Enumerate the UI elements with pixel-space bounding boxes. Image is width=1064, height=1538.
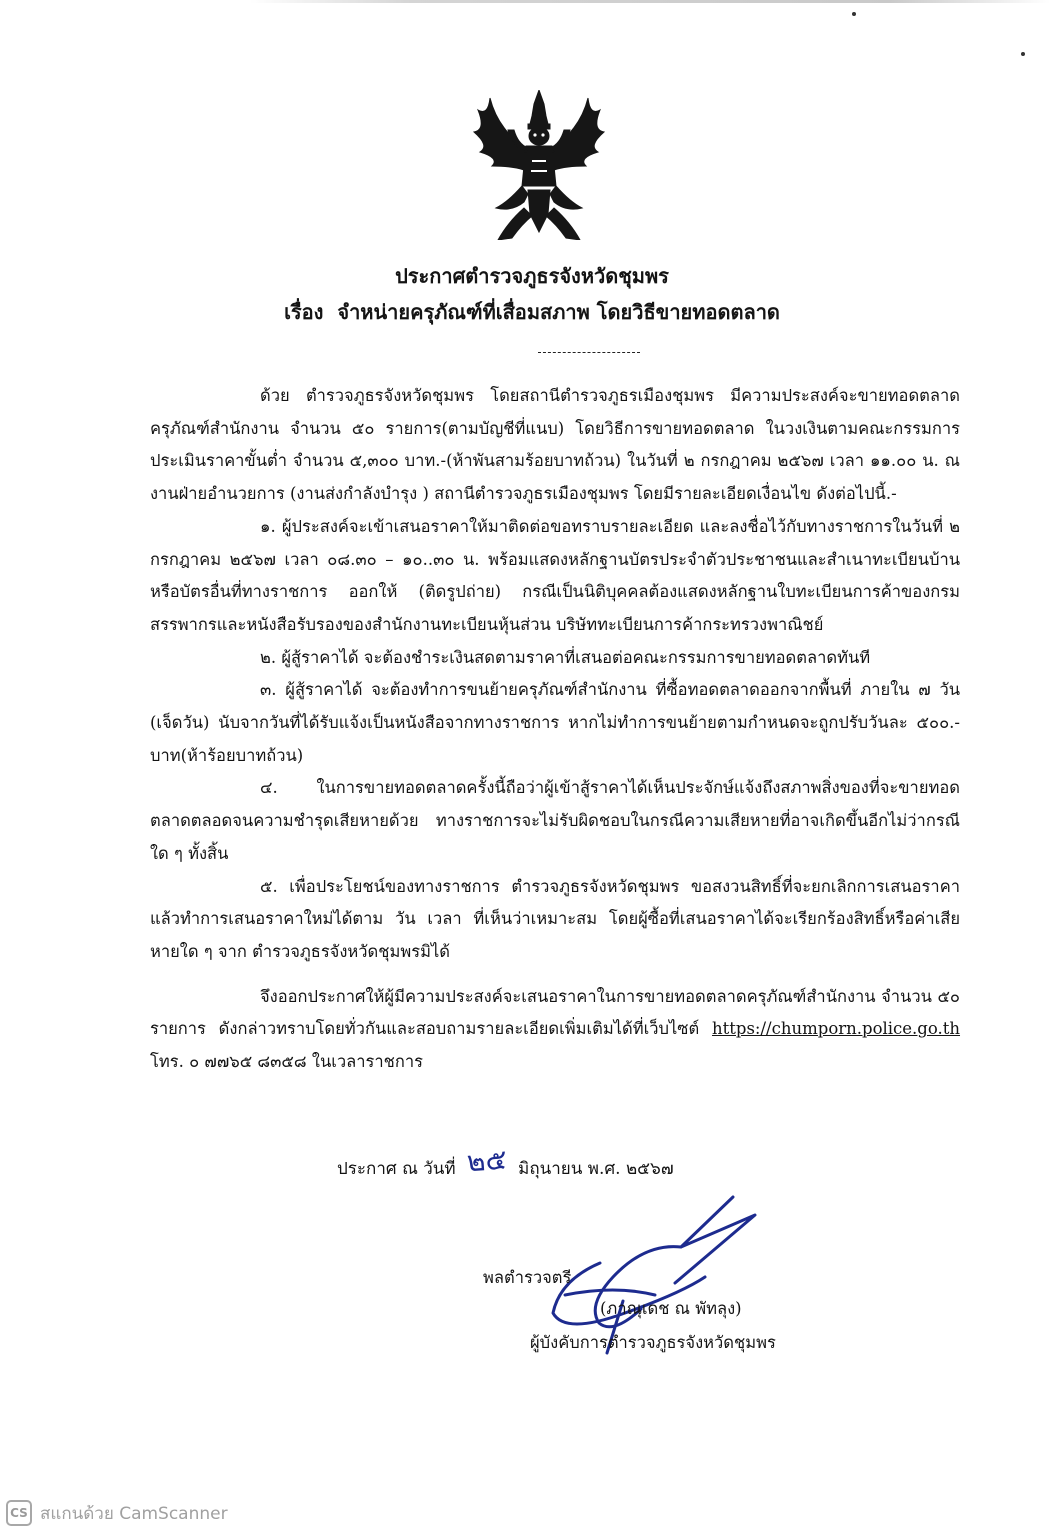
scan-speck	[1021, 52, 1025, 56]
closing-paragraph	[150, 981, 960, 1079]
website-link[interactable]: https://chumporn.police.go.th	[712, 1019, 961, 1039]
signatory-name: (ภาณุเดช ณ พัทลุง)	[600, 1299, 742, 1318]
date-month-year: มิถุนายน พ.ศ. ๒๕๖๗	[518, 1159, 674, 1179]
camscanner-watermark	[0, 1497, 420, 1529]
closing-text: จึงออกประกาศให้ผู้มีความประสงค์จะเสนอราคาในการขายทอดตลาดครุภัณฑ์สำนักงาน จำนวน ๕๐ รายการ ดังกล่าวทราบโดยทั่วกันและสอบถามรายละเอียดเพิ่มเติมได้ที่เว็บไซต์	[150, 986, 960, 1039]
scan-speck	[852, 12, 856, 16]
announcement-date	[337, 1142, 674, 1184]
camscanner-logo-icon: CS	[6, 1500, 32, 1526]
announcement-body	[150, 380, 960, 1079]
subject-label: เรื่อง	[284, 300, 324, 324]
scan-edge-shadow	[250, 0, 1050, 3]
condition-item-1: ๑. ผู้ประสงค์จะเข้าเสนอราคาให้มาติดต่อขอทราบรายละเอียด และลงชื่อไว้กับทางราชการในวันที่ ๒ กรกฎาคม ๒๕๖๗ เวลา ๐๘.๓๐ – ๑๐..๓๐ น. พร้อมแสดงหลักฐานบัตรประจำตัวประชาชนและสำเนาทะเบียนบ้าน หรือบัตรอื่นที่ทางราชการ ออกให้ (ติดรูปถ่าย) กรณีเป็นนิติบุคคลต้องแสดงหลักฐานใบทะเบียนการค้าของกรมสรรพากรและหนังสือรับรองของสำนักงานทะเบียนหุ้นส่วน บริษัททะเบียนการค้ากระทรวงพาณิชย์	[150, 516, 960, 634]
announcement-title: ประกาศตำรวจภูธรจังหวัดชุมพร	[395, 264, 669, 288]
title-divider	[538, 352, 640, 353]
camscanner-label: สแกนด้วย CamScanner	[40, 1503, 228, 1524]
condition-item-4: ๔. ในการขายทอดตลาดครั้งนี้ถือว่าผู้เข้าสู้ราคาได้เห็นประจักษ์แจ้งถึงสภาพสิ่งของที่จะขายทอดตลาดตลอดจนความชำรุดเสียหายด้วย ทางราชการจะไม่รับผิดชอบในกรณีความเสียหายที่อาจเกิดขึ้นอีกไม่ว่ากรณีใด ๆ ทั้งสิ้น	[150, 778, 960, 863]
garuda-emblem-icon	[468, 90, 610, 240]
announcement-subject	[0, 298, 1064, 326]
intro-paragraph: ด้วย ตำรวจภูธรจังหวัดชุมพร โดยสถานีตำรวจภูธรเมืองชุมพร มีความประสงค์จะขายทอดตลาดครุภัณฑ์สำนักงาน จำนวน ๕๐ รายการ(ตามบัญชีที่แนบ) โดยวิธีการขายทอดตลาด ในวงเงินตามคณะกรรมการประเมินราคาขั้นต่ำ จำนวน ๕,๓๐๐ บาท.-(ห้าพันสามร้อยบาทถ้วน) ในวันที่ ๒ กรกฎาคม ๒๕๖๗ เวลา ๑๑.๐๐ น. ณ งานฝ่ายอำนวยการ (งานส่งกำลังบำรุง ) สถานีตำรวจภูธรเมืองชุมพร โดยมีรายละเอียดเงื่อนไข ดังต่อไปนี้.-	[150, 386, 960, 504]
condition-item-2: ๒. ผู้สู้ราคาได้ จะต้องชำระเงินสดตามราคาที่เสนอต่อคณะกรรมการขายทอดตลาดทันที	[260, 647, 871, 667]
contact-phone: โทร. ๐ ๗๗๖๕ ๘๓๕๘ ในเวลาราชการ	[150, 1052, 423, 1072]
signatory-position: ผู้บังคับการตำรวจภูธรจังหวัดชุมพร	[530, 1333, 776, 1352]
subject-text: จำหน่ายครุภัณฑ์ที่เสื่อมสภาพ โดยวิธีขายทอดตลาด	[337, 300, 780, 324]
signatory-rank: พลตำรวจตรี	[483, 1268, 572, 1287]
date-prefix: ประกาศ ณ วันที่	[337, 1159, 456, 1179]
condition-item-3: ๓. ผู้สู้ราคาได้ จะต้องทำการขนย้ายครุภัณฑ์สำนักงาน ที่ซื้อทอดตลาดออกจากพื้นที่ ภายใน ๗ วัน (เจ็ดวัน) นับจากวันที่ได้รับแจ้งเป็นหนังสือจากทางราชการ หากไม่ทำการขนย้ายตามกำหนดจะถูกปรับวันละ ๕๐๐.-บาท(ห้าร้อยบาทถ้วน)	[150, 680, 960, 765]
handwritten-day: ๒๕	[465, 1142, 508, 1179]
condition-item-5: ๕. เพื่อประโยชน์ของทางราชการ ตำรวจภูธรจังหวัดชุมพร ขอสงวนสิทธิ์ที่จะยกเลิกการเสนอราคาแล้วทำการเสนอราคาใหม่ได้ตาม วัน เวลา ที่เห็นว่าเหมาะสม โดยผู้ซื้อที่เสนอราคาได้จะเรียกร้องสิทธิ์หรือค่าเสียหายใด ๆ จาก ตำรวจภูธรจังหวัดชุมพรมิได้	[150, 876, 960, 961]
